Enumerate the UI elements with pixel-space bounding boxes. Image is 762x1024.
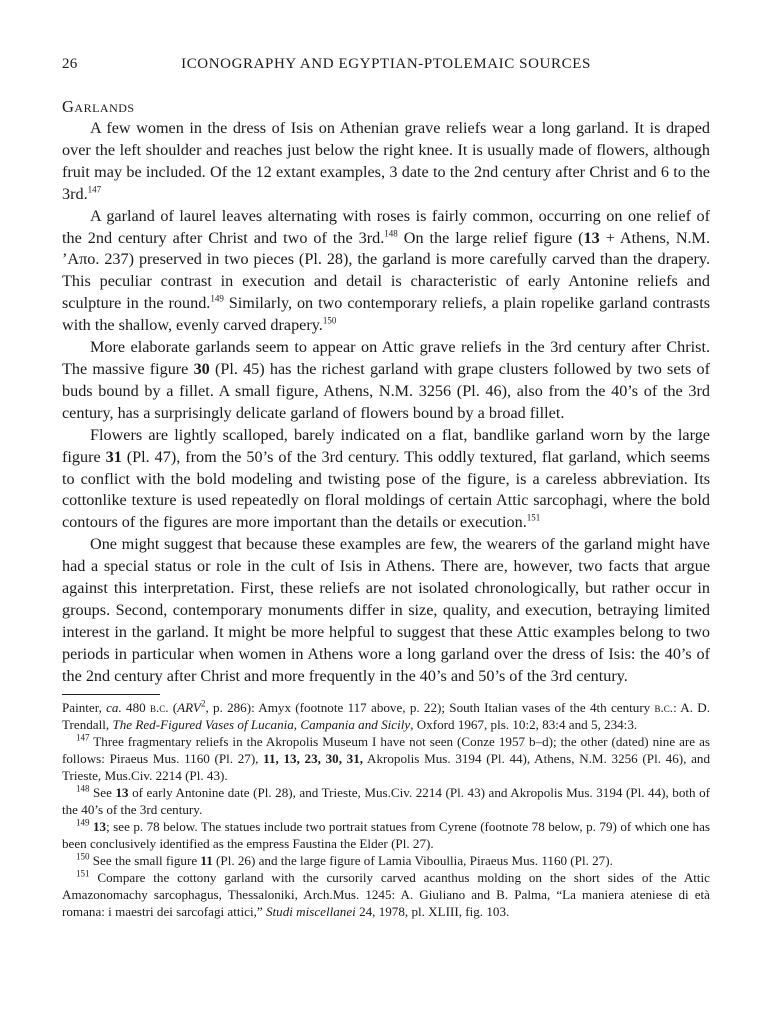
footnote-divider xyxy=(62,694,160,695)
running-title: ICONOGRAPHY AND EGYPTIAN-PTOLEMAIC SOURCES xyxy=(181,56,591,72)
body-text xyxy=(62,118,710,688)
paragraph-5: One might suggest that because these examples are few, the wearers of the garland might have had a special status or role in the cult of Isis in Athens. There are, however, two facts that argue against this interpretation. First, these reliefs are not isolated chronologically, but rather occur in groups. Second, contemporary monuments differ in size, quality, and execution, betraying limited interest in the garland. It might be more helpful to suggest that these Attic examples belong to two periods in particular when women in Athens wore a long garland over the dress of Isis: the 40’s of the 2nd century after Christ and more frequently in the 40’s and 50’s of the 3rd century. xyxy=(62,535,710,685)
footnotes xyxy=(62,699,710,920)
paragraph-1: A few women in the dress of Isis on Athenian grave reliefs wear a long garland. It is draped over the left shoulder and reaches just below the right knee. It is usually made of flowers, although fruit may be included. Of the 12 extant examples, 3 date to the 2nd century after Christ and 6 to the 3rd.$^{147}$ xyxy=(62,119,710,203)
footnote-151: $^{151}$ Compare the cottony garland with the cursorily carved acanthus molding on the short sides of the Attic Amazonomachy sarcophagus, Thessaloniki, Arch.Mus. 1245: A. Giuliano and B. Palma, “La maniera ateniese di età romana: i maestri dei sarcofagi attici,” Studi miscellanei 24, 1978, pl. XLIII, fig. 103. xyxy=(62,868,710,919)
footnote-148: $^{148}$ See 13 of early Antonine date (Pl. 28), and Trieste, Mus.Civ. 2214 (Pl. 43) and Akropolis Mus. 3194 (Pl. 44), both of the 40’s of the 3rd century. xyxy=(62,783,711,817)
footnote-ref-151[interactable]: 151 xyxy=(526,512,541,523)
paragraph-2: A garland of laurel leaves alternating with roses is fairly common, occurring on one relief of the 2nd century after Christ and two of the 3rd.$^{148}$ On the large relief figure (13 + Athens, N.M. ’Aπo. 237) preserved in two pieces (Pl. 28), the garland is more carefully carved than the drapery. This peculiar contrast in execution and detail is characteristic of early Antonine reliefs and sculpture in the round.$^{149}$ Similarly, on two contemporary reliefs, a plain ropelike garland contrasts with the shallow, evenly carved drapery.$^{150}$ xyxy=(62,206,711,335)
running-header xyxy=(62,56,710,80)
footnote-continued: Painter, ca. 480 b.c. (ARV$^2$, p. 286): Amyx (footnote 117 above, p. 22); South Italian vases of the 4th century b.c.: A. D. Trendall, The Red-Figured Vases of Lucania, Campania and Sicily, Oxford 1967, pls. 10:2, 83:4 and 5, 234:3. xyxy=(62,698,710,732)
footnote-150: $^{150}$ See the small figure 11 (Pl. 26) and the large figure of Lamia Viboullia, Piraeus Mus. 1160 (Pl. 27). xyxy=(76,851,613,868)
paragraph-3: More elaborate garlands seem to appear on Attic grave reliefs in the 3rd century after Christ. The massive figure 30 (Pl. 45) has the richest garland with grape clusters followed by two sets of buds bound by a fillet. A small figure, Athens, N.M. 3256 (Pl. 46), also from the 40’s of the 3rd century, has a surprisingly delicate garland of flowers bound by a broad fillet. xyxy=(62,338,710,422)
book-page xyxy=(62,56,710,920)
footnote-ref-148[interactable]: 148 xyxy=(384,228,398,239)
section-heading: Garlands xyxy=(62,97,135,116)
footnote-ref-150[interactable]: 150 xyxy=(322,315,337,326)
footnote-ref-147[interactable]: 147 xyxy=(87,184,102,195)
footnote-ref-149[interactable]: 149 xyxy=(210,293,224,304)
footnote-149: $^{149}$ 13; see p. 78 below. The statues include two portrait statues from Cyrene (footnote 78 below, p. 79) of which one has been conclusively identified as the empress Faustina the Elder (Pl. 27). xyxy=(62,817,710,851)
page-number: 26 xyxy=(62,56,78,72)
paragraph-4: Flowers are lightly scalloped, barely indicated on a flat, bandlike garland worn by the large figure 31 (Pl. 47), from the 50’s of the 3rd century. This oddly textured, flat garland, which seems to conflict with the bold modeling and twisting pose of the figure, is a careless abbreviation. Its cottonlike texture is used repeatedly on floral moldings of certain Attic sarcophagi, where the bold contours of the figures are more important than the details or execution.$^{151}$ xyxy=(62,425,710,532)
footnote-147: $^{147}$ Three fragmentary reliefs in the Akropolis Museum I have not seen (Conze 1957 b–d); the other (dated) nine are as follows: Piraeus Mus. 1160 (Pl. 27), 11, 13, 23, 30, 31, Akropolis Mus. 3194 (Pl. 44), Athens, N.M. 3256 (Pl. 46), and Trieste, Mus.Civ. 2214 (Pl. 43). xyxy=(62,732,710,783)
